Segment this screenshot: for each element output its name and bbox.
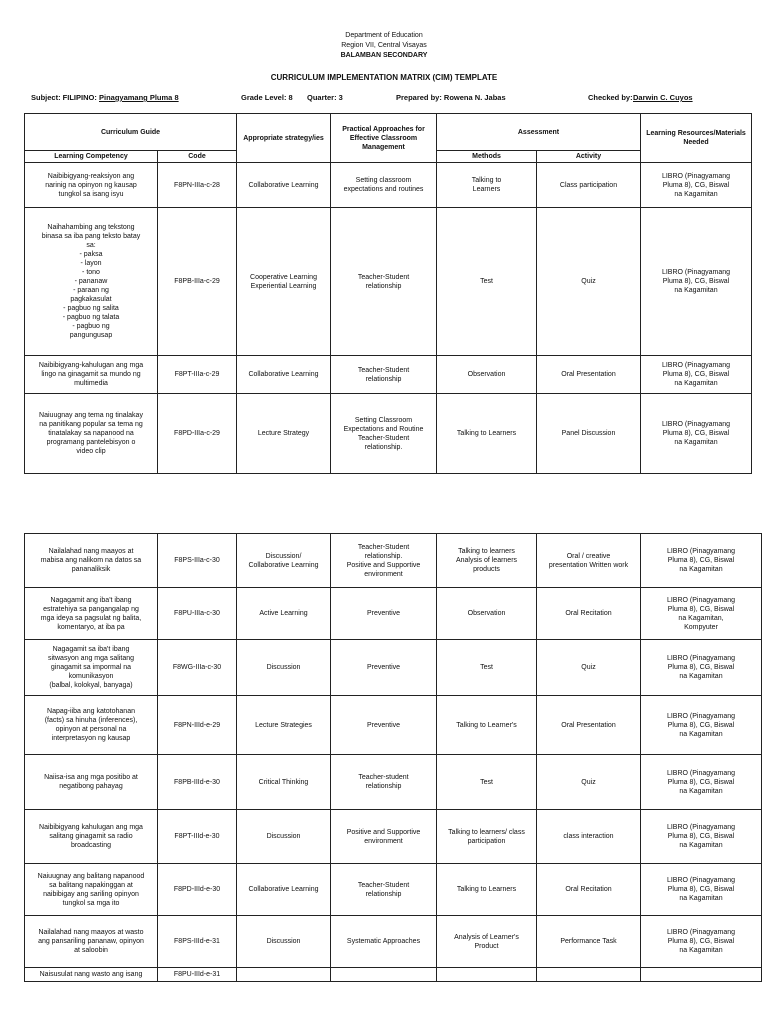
strategy-cell: Discussion — [237, 916, 331, 968]
table-row — [25, 640, 762, 696]
resource-cell: LIBRO (Pinagyamang Pluma 8), CG, Biswal na Kagamitan — [641, 356, 752, 394]
competency-cell: Naibibigyang-reaksiyon ang narinig na opinyon ng kausap tungkol sa isang isyu — [25, 163, 158, 208]
col-methods: Methods — [437, 151, 537, 163]
method-cell: Test — [437, 640, 537, 696]
resource-cell: LIBRO (Pinagyamang Pluma 8), CG, Biswal na Kagamitan — [641, 163, 752, 208]
quarter: Quarter: 3 — [307, 93, 343, 102]
table-row — [25, 864, 762, 916]
activity-cell: Class participation — [537, 163, 641, 208]
activity-cell: Oral Recitation — [537, 864, 641, 916]
competency-cell: Napag-iiba ang katotohanan (facts) sa hinuha (inferences), opinyon at personal na interpretasyon ng kausap — [25, 696, 158, 755]
method-cell: Talking to Learners — [437, 864, 537, 916]
method-cell: Talking to Learner's — [437, 696, 537, 755]
approach-cell — [331, 968, 437, 982]
code-cell: F8PU-IIIa-c-30 — [158, 588, 237, 640]
table-row — [25, 163, 752, 208]
strategy-cell: Active Learning — [237, 588, 331, 640]
code-cell: F8PS-IIId-e-31 — [158, 916, 237, 968]
activity-cell: Oral / creative presentation Written work — [537, 534, 641, 588]
table-row — [25, 916, 762, 968]
resource-cell: LIBRO (Pinagyamang Pluma 8), CG, Biswal na Kagamitan — [641, 640, 762, 696]
strategy-cell: Collaborative Learning — [237, 356, 331, 394]
method-cell: Talking to learners/ class participation — [437, 810, 537, 864]
table-row — [25, 394, 752, 474]
table-row — [25, 696, 762, 755]
subject-label: Subject: FILIPINO: — [31, 93, 97, 102]
approach-cell: Teacher-Student relationship — [331, 356, 437, 394]
strategy-cell: Collaborative Learning — [237, 163, 331, 208]
strategy-cell: Critical Thinking — [237, 755, 331, 810]
col-activity: Activity — [537, 151, 641, 163]
competency-cell: Nagagamit ang iba't ibang estratehiya sa pangangalap ng mga ideya sa pagsulat ng balita, komentaryo, at iba pa — [25, 588, 158, 640]
prepared-by: Prepared by: Rowena N. Jabas — [396, 93, 506, 102]
resource-cell — [641, 968, 762, 982]
dept-header: Department of Education — [345, 32, 423, 39]
strategy-cell: Discussion/ Collaborative Learning — [237, 534, 331, 588]
code-cell: F8PN-IIId-e-29 — [158, 696, 237, 755]
resource-cell: LIBRO (Pinagyamang Pluma 8), CG, Biswal na Kagamitan — [641, 810, 762, 864]
code-cell: F8PB-IIId-e-30 — [158, 755, 237, 810]
table-row — [25, 208, 752, 356]
col-strategies: Appropriate strategy/ies — [237, 114, 331, 163]
col-practical: Practical Approaches for Effective Classroom Management — [331, 114, 437, 163]
activity-cell: Performance Task — [537, 916, 641, 968]
col-competency: Learning Competency — [25, 151, 158, 163]
strategy-cell: Lecture Strategies — [237, 696, 331, 755]
col-resources: Learning Resources/Materials Needed — [641, 114, 752, 163]
info-line — [31, 93, 761, 105]
competency-cell: Naihahambing ang tekstong binasa sa iba pang teksto batay sa: - paksa - layon - tono - pananaw - paraan ng pagkakasulat - pagbuo ng salita - pagbuo ng talata - pagbuo ng pangungusap — [25, 208, 158, 356]
approach-cell: Preventive — [331, 588, 437, 640]
resource-cell: LIBRO (Pinagyamang Pluma 8), CG, Biswal na Kagamitan — [641, 755, 762, 810]
competency-cell: Naisusulat nang wasto ang isang — [25, 968, 158, 982]
approach-cell: Teacher-Student relationship — [331, 208, 437, 356]
competency-cell: Naibibigyang-kahulugan ang mga lingo na ginagamit sa mundo ng multimedia — [25, 356, 158, 394]
activity-cell: Oral Presentation — [537, 696, 641, 755]
competency-cell: Nailalahad nang maayos at wasto ang pansariling pananaw, opinyon at saloobin — [25, 916, 158, 968]
competency-cell: Nagagamit sa iba't ibang sitwasyon ang mga salitang ginagamit sa impormal na komunikasyon (balbal, kolokyal, banyaga) — [25, 640, 158, 696]
table-row — [25, 588, 762, 640]
method-cell: Test — [437, 208, 537, 356]
activity-cell: Oral Presentation — [537, 356, 641, 394]
approach-cell: Systematic Approaches — [331, 916, 437, 968]
col-assessment: Assessment — [437, 114, 641, 151]
cim-table-1 — [24, 113, 752, 474]
code-cell: F8PD-IIId-e-30 — [158, 864, 237, 916]
code-cell: F8PB-IIIa-c-29 — [158, 208, 237, 356]
grade-level: Grade Level: 8 — [241, 93, 293, 102]
document-title: CURRICULUM IMPLEMENTATION MATRIX (CIM) TEMPLATE — [270, 73, 498, 82]
method-cell: Observation — [437, 356, 537, 394]
table-row — [25, 810, 762, 864]
resource-cell: LIBRO (Pinagyamang Pluma 8), CG, Biswal na Kagamitan — [641, 394, 752, 474]
school-header: BALAMBAN SECONDARY — [340, 52, 428, 59]
method-cell: Observation — [437, 588, 537, 640]
resource-cell: LIBRO (Pinagyamang Pluma 8), CG, Biswal na Kagamitan — [641, 534, 762, 588]
col-code: Code — [158, 151, 237, 163]
region-header: Region VII, Central Visayas — [341, 42, 427, 49]
strategy-cell: Discussion — [237, 640, 331, 696]
subject-value: Pinagyamang Pluma 8 — [99, 93, 179, 102]
competency-cell: Naiuugnay ang tema ng tinalakay na panitikang popular sa tema ng tinatalakay sa napanood na programang pantelebisyon o video clip — [25, 394, 158, 474]
activity-cell — [537, 968, 641, 982]
table-row — [25, 968, 762, 982]
code-cell: F8PN-IIIa-c-28 — [158, 163, 237, 208]
checked-value: Darwin C. Cuyos — [633, 93, 693, 102]
activity-cell: Quiz — [537, 640, 641, 696]
approach-cell: Teacher-Student relationship. Positive and Supportive environment — [331, 534, 437, 588]
approach-cell: Setting classroom expectations and routines — [331, 163, 437, 208]
table-row — [25, 356, 752, 394]
activity-cell: class interaction — [537, 810, 641, 864]
table-row — [25, 534, 762, 588]
approach-cell: Preventive — [331, 640, 437, 696]
checked-label: Checked by: — [588, 93, 633, 102]
resource-cell: LIBRO (Pinagyamang Pluma 8), CG, Biswal na Kagamitan — [641, 696, 762, 755]
approach-cell: Teacher-student relationship — [331, 755, 437, 810]
strategy-cell: Lecture Strategy — [237, 394, 331, 474]
code-cell: F8PS-IIIa-c-30 — [158, 534, 237, 588]
code-cell: F8PT-IIIa-c-29 — [158, 356, 237, 394]
table-row — [25, 755, 762, 810]
activity-cell: Panel Discussion — [537, 394, 641, 474]
competency-cell: Naibibigyang kahulugan ang mga salitang ginagamit sa radio broadcasting — [25, 810, 158, 864]
resource-cell: LIBRO (Pinagyamang Pluma 8), CG, Biswal na Kagamitan, Kompyuter — [641, 588, 762, 640]
method-cell: Test — [437, 755, 537, 810]
activity-cell: Oral Recitation — [537, 588, 641, 640]
code-cell: F8PU-IIId-e-31 — [158, 968, 237, 982]
cim-table-2 — [24, 533, 762, 982]
method-cell: Talking to learners Analysis of learners products — [437, 534, 537, 588]
col-curriculum-guide: Curriculum Guide — [25, 114, 237, 151]
resource-cell: LIBRO (Pinagyamang Pluma 8), CG, Biswal na Kagamitan — [641, 916, 762, 968]
code-cell: F8PD-IIIa-c-29 — [158, 394, 237, 474]
resource-cell: LIBRO (Pinagyamang Pluma 8), CG, Biswal na Kagamitan — [641, 208, 752, 356]
competency-cell: Naiuugnay ang balitang napanood sa balitang napakinggan at naibibigay ang sariling opinyon tungkol sa mga ito — [25, 864, 158, 916]
method-cell: Talking to Learners — [437, 163, 537, 208]
method-cell: Analysis of Learner's Product — [437, 916, 537, 968]
strategy-cell: Cooperative Learning Experiential Learning — [237, 208, 331, 356]
method-cell: Talking to Learners — [437, 394, 537, 474]
strategy-cell: Collaborative Learning — [237, 864, 331, 916]
approach-cell: Setting Classroom Expectations and Routine Teacher-Student relationship. — [331, 394, 437, 474]
code-cell: F8WG-IIIa-c-30 — [158, 640, 237, 696]
strategy-cell — [237, 968, 331, 982]
strategy-cell: Discussion — [237, 810, 331, 864]
competency-cell: Nailalahad nang maayos at mabisa ang nalikom na datos sa pananaliksik — [25, 534, 158, 588]
resource-cell: LIBRO (Pinagyamang Pluma 8), CG, Biswal na Kagamitan — [641, 864, 762, 916]
method-cell — [437, 968, 537, 982]
approach-cell: Preventive — [331, 696, 437, 755]
code-cell: F8PT-IIId-e-30 — [158, 810, 237, 864]
approach-cell: Positive and Supportive environment — [331, 810, 437, 864]
competency-cell: Naiisa-isa ang mga positibo at negatibong pahayag — [25, 755, 158, 810]
activity-cell: Quiz — [537, 208, 641, 356]
activity-cell: Quiz — [537, 755, 641, 810]
approach-cell: Teacher-Student relationship — [331, 864, 437, 916]
